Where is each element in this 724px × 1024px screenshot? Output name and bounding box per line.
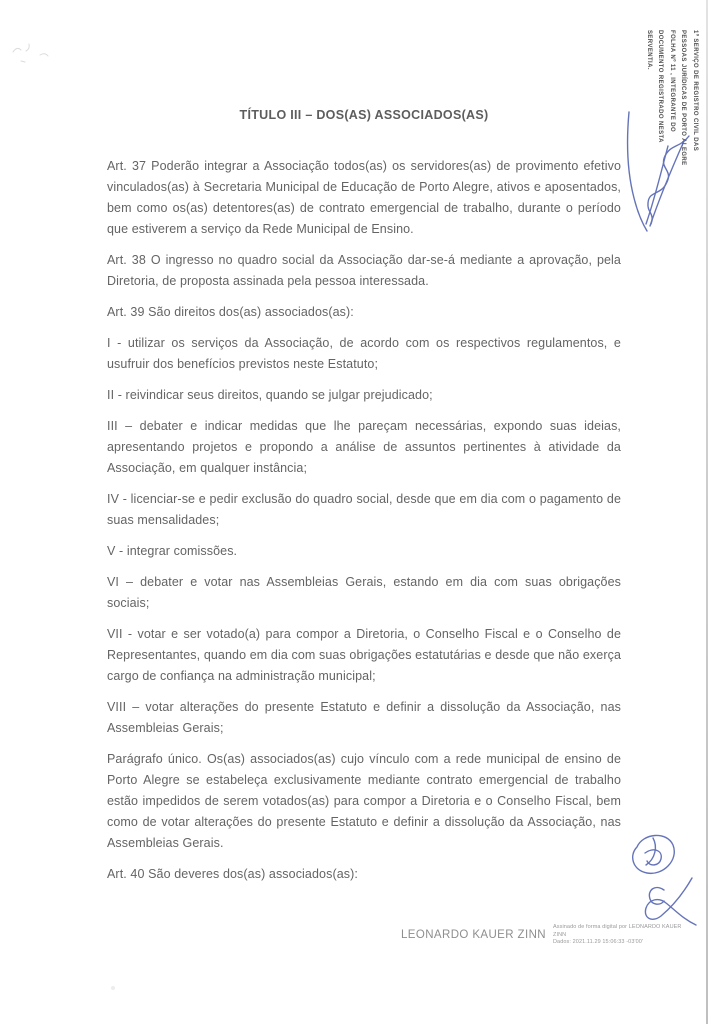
digital-signature-text [553,924,698,947]
paragraph: II - reivindicar seus direitos, quando se julgar prejudicado; [107,388,433,402]
registry-stamp-line: SERVENTIA. [645,30,652,70]
faint-pencil-marks [13,44,48,62]
paragraph: Art. 39 São direitos dos(as) associados(as): [107,305,354,319]
paragraph: Parágrafo único. Os(as) associados(as) cujo vínculo com a rede municipal de ensino de Porto Alegre se estabeleça exclusivamente mediante contrato emergencial de trabalho estão impedidos de serem votados(as) para compor a Diretoria e o Conselho Fiscal, bem como de votar alterações do presente Estatuto e definir a dissolução da Associação, nas Assembleias Gerais. [107,752,621,850]
rubric-initial-1 [633,835,675,873]
registry-stamp-line: PESSOAS JURÍDICAS DE PORTO ALEGRE [680,30,687,166]
paragraph: Art. 40 São deveres dos(as) associados(as): [107,867,358,881]
registry-stamp-line: FOLHA Nº 11 , INTEGRANTE DO [668,30,675,133]
digital-signature-line: Dados: 2021.11.29 15:06:33 -03'00' [552,939,644,945]
scan-artifact-dot [111,986,115,990]
paragraph: Art. 38 O ingresso no quadro social da Associação dar-se-á mediante a aprovação, pela Diretoria, de proposta assinada pela pessoa interessada. [107,253,621,288]
scan-edge-line [706,0,708,1024]
rubric-initial-2 [645,878,696,925]
registry-stamp-line: DOCUMENTO REGISTRADO NESTA [657,30,664,143]
paragraph: VII - votar e ser votado(a) para compor a Diretoria, o Conselho Fiscal e o Conselho de Representantes, quando em dia com suas obrigações estatutárias e desde que não exerça cargo de confiança na administração municipal; [107,627,621,683]
paragraph-list [107,156,621,885]
digital-signature-line: ZINN [552,931,567,938]
document-title: TÍTULO III – DOS(AS) ASSOCIADOS(AS) [239,108,489,122]
registry-stamp-line: 1º SERVIÇO DE REGISTRO CIVIL DAS [692,30,698,152]
paragraph: VI – debater e votar nas Assembleias Gerais, estando em dia com suas obrigações sociais; [107,575,621,610]
paragraph: V - integrar comissões. [107,544,238,558]
digital-signature-line: Assinado de forma digital por LEONARDO KAUER [552,924,682,930]
signature-block [401,924,698,947]
paragraph: IV - licenciar-se e pedir exclusão do quadro social, desde que em dia com o pagamento de suas mensalidades; [107,492,621,527]
paragraph: I - utilizar os serviços da Associação, de acordo com os respectivos regulamentos, e usufruir dos benefícios previstos neste Estatuto; [107,336,621,371]
paragraph: III – debater e indicar medidas que lhe pareçam necessárias, expondo suas ideias, apresentando projetos e propondo a análise de assuntos pertinentes à atividade da Associação, em qualquer instância; [107,419,621,475]
registry-stamp [638,30,700,166]
document-body [107,105,621,895]
signer-name: LEONARDO KAUER ZINN [401,929,546,941]
paragraph: Art. 37 Poderão integrar a Associação todos(as) os servidores(as) de provimento efetivo vinculados(as) à Secretaria Municipal de Educação de Porto Alegre, ativos e aposentados, bem como os(as) detentores(as) de contrato emergencial de trabalho, durante o período que estiverem a serviço da Rede Municipal de Ensino. [107,159,621,236]
paragraph: VIII – votar alterações do presente Estatuto e definir a dissolução da Associação, nas Assembleias Gerais; [107,700,621,735]
